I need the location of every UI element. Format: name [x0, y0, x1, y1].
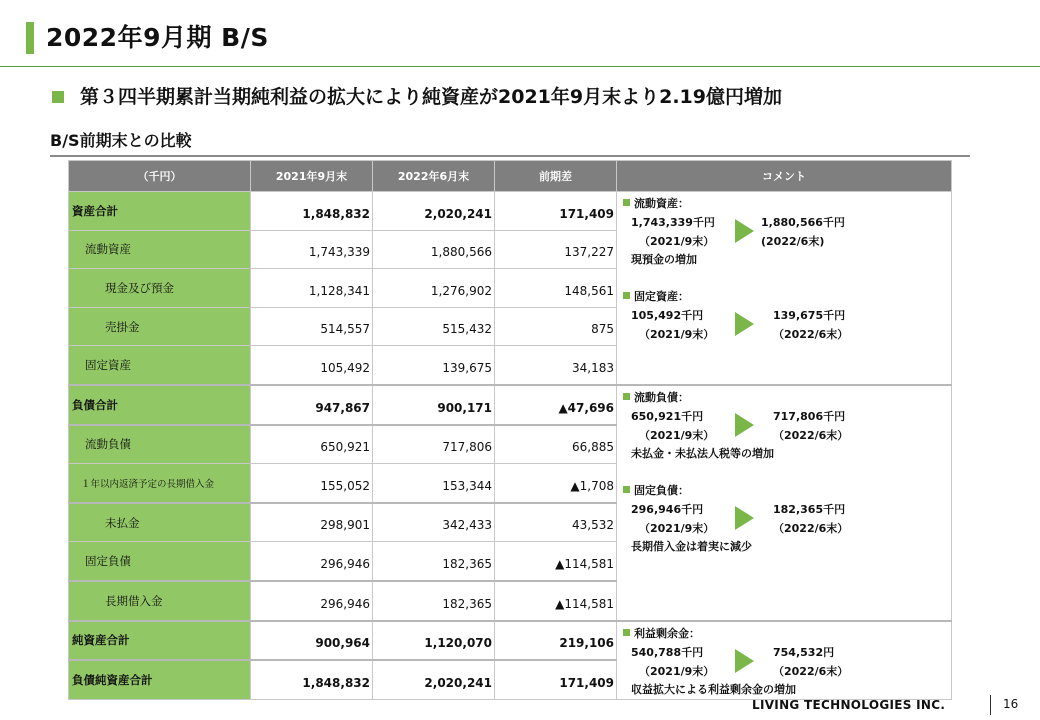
- cell-2021: 1,848,832: [251, 660, 373, 699]
- cell-2021: 1,848,832: [251, 192, 373, 231]
- row-label: 固定負債: [69, 542, 251, 581]
- cell-2021: 1,128,341: [251, 269, 373, 308]
- comment-from-value: 540,788千円: [631, 645, 704, 659]
- cell-2021: 900,964: [251, 621, 373, 661]
- cell-2022: 1,880,566: [373, 230, 495, 269]
- comment-to-value: 754,532円: [773, 645, 835, 659]
- row-label: 負債純資産合計: [69, 660, 251, 699]
- balance-sheet-table: [68, 160, 952, 700]
- cell-change: 171,409: [495, 192, 617, 231]
- comment-liabilities: [617, 385, 952, 621]
- comment-note: 収益拡大による利益剰余金の増加: [631, 682, 796, 696]
- cell-2021: 1,743,339: [251, 230, 373, 269]
- cell-change: 137,227: [495, 230, 617, 269]
- page-title: 2022年9月期 B/S: [46, 23, 269, 52]
- comment-to-value: 139,675千円: [773, 309, 846, 322]
- cell-change: 66,885: [495, 425, 617, 464]
- comment-to-value: 717,806千円: [773, 409, 846, 423]
- bullet-square-icon: [623, 629, 630, 636]
- cell-2022: 139,675: [373, 346, 495, 385]
- table-row: [69, 621, 952, 661]
- comment-to-date: （2022/6末）: [773, 664, 849, 678]
- comment-to-date: （2022/6末）: [773, 328, 849, 341]
- row-label: 未払金: [69, 503, 251, 542]
- page-number: 16: [1003, 697, 1019, 711]
- bullet-square-icon: [623, 393, 630, 400]
- row-label: 固定資産: [69, 346, 251, 385]
- cell-2021: 296,946: [251, 581, 373, 621]
- comment-to-date: (2022/6末): [761, 235, 825, 248]
- bullet-square-icon: [623, 486, 630, 493]
- table-row: [69, 385, 952, 425]
- section-divider: [50, 155, 970, 157]
- cell-change: ▲1,708: [495, 464, 617, 503]
- lead-statement: 第３四半期累計当期純利益の拡大により純資産が2021年9月末より2.19億円増加: [80, 86, 782, 108]
- arrow-right-icon: [735, 219, 754, 243]
- company-logo-text: LIVING TECHNOLOGIES INC.: [752, 698, 946, 712]
- cell-change: 34,183: [495, 346, 617, 385]
- arrow-right-icon: [735, 312, 754, 336]
- comment-from-value: 105,492千円: [631, 309, 704, 322]
- cell-2021: 105,492: [251, 346, 373, 385]
- comment-equity: [617, 621, 952, 700]
- comment-assets: [617, 192, 952, 385]
- row-label: １年以内返済予定の長期借入金: [69, 464, 251, 503]
- row-label: 長期借入金: [69, 581, 251, 621]
- header-comment: コメント: [617, 161, 952, 192]
- comment-from-date: （2021/9末）: [639, 235, 715, 248]
- arrow-right-icon: [735, 649, 754, 673]
- cell-change: ▲114,581: [495, 581, 617, 621]
- arrow-right-icon: [735, 506, 754, 530]
- row-label: 売掛金: [69, 307, 251, 346]
- row-label: 流動負債: [69, 425, 251, 464]
- header-2022-jun: 2022年6月末: [373, 161, 495, 192]
- cell-2022: 2,020,241: [373, 660, 495, 699]
- cell-2022: 182,365: [373, 581, 495, 621]
- cell-2022: 2,020,241: [373, 192, 495, 231]
- row-label: 流動資産: [69, 230, 251, 269]
- header-unit: （千円）: [69, 161, 251, 192]
- comment-to-value: 1,880,566千円: [761, 216, 845, 229]
- cell-2022: 153,344: [373, 464, 495, 503]
- header-2021-sep: 2021年9月末: [251, 161, 373, 192]
- cell-2021: 947,867: [251, 385, 373, 425]
- cell-2021: 650,921: [251, 425, 373, 464]
- comment-heading: 固定資産：: [634, 290, 689, 303]
- comment-from-value: 650,921千円: [631, 409, 704, 423]
- cell-change: 875: [495, 307, 617, 346]
- cell-2021: 514,557: [251, 307, 373, 346]
- section-heading: B/S前期末との比較: [50, 131, 192, 150]
- comment-note: 長期借入金は着実に減少: [631, 539, 752, 553]
- comment-from-date: （2021/9末）: [639, 521, 715, 535]
- comment-from-date: （2021/9末）: [639, 328, 715, 341]
- header-change: 前期差: [495, 161, 617, 192]
- cell-2022: 182,365: [373, 542, 495, 581]
- cell-2021: 298,901: [251, 503, 373, 542]
- title-divider: [0, 66, 1040, 67]
- table-row: [69, 192, 952, 231]
- cell-2021: 155,052: [251, 464, 373, 503]
- comment-from-date: （2021/9末）: [639, 664, 715, 678]
- comment-heading: 固定負債：: [634, 483, 689, 497]
- table-header-row: [69, 161, 952, 192]
- cell-change: 43,532: [495, 503, 617, 542]
- comment-from-date: （2021/9末）: [639, 428, 715, 442]
- cell-2022: 900,171: [373, 385, 495, 425]
- cell-change: 148,561: [495, 269, 617, 308]
- bullet-square-icon: [52, 91, 64, 103]
- comment-heading: 流動負債：: [634, 390, 689, 404]
- comment-heading: 流動資産：: [634, 197, 689, 210]
- cell-2021: 296,946: [251, 542, 373, 581]
- comment-from-value: 296,946千円: [631, 502, 704, 516]
- comment-note: 未払金・未払法人税等の増加: [631, 446, 774, 460]
- comment-to-value: 182,365千円: [773, 502, 846, 516]
- comment-note: 現預金の増加: [631, 253, 697, 266]
- row-label: 現金及び預金: [69, 269, 251, 308]
- cell-change: 171,409: [495, 660, 617, 699]
- comment-to-date: （2022/6末）: [773, 521, 849, 535]
- row-label: 資産合計: [69, 192, 251, 231]
- bullet-square-icon: [623, 199, 630, 206]
- cell-change: ▲47,696: [495, 385, 617, 425]
- row-label: 負債合計: [69, 385, 251, 425]
- cell-2022: 515,432: [373, 307, 495, 346]
- cell-2022: 1,276,902: [373, 269, 495, 308]
- cell-2022: 1,120,070: [373, 621, 495, 661]
- comment-from-value: 1,743,339千円: [631, 216, 715, 229]
- cell-change: ▲114,581: [495, 542, 617, 581]
- arrow-right-icon: [735, 413, 754, 437]
- row-label: 純資産合計: [69, 621, 251, 661]
- cell-2022: 342,433: [373, 503, 495, 542]
- comment-heading: 利益剰余金：: [634, 626, 700, 640]
- cell-change: 219,106: [495, 621, 617, 661]
- cell-2022: 717,806: [373, 425, 495, 464]
- footer-divider: [990, 695, 991, 715]
- bullet-square-icon: [623, 292, 630, 299]
- comment-to-date: （2022/6末）: [773, 428, 849, 442]
- title-accent-bar: [26, 22, 34, 54]
